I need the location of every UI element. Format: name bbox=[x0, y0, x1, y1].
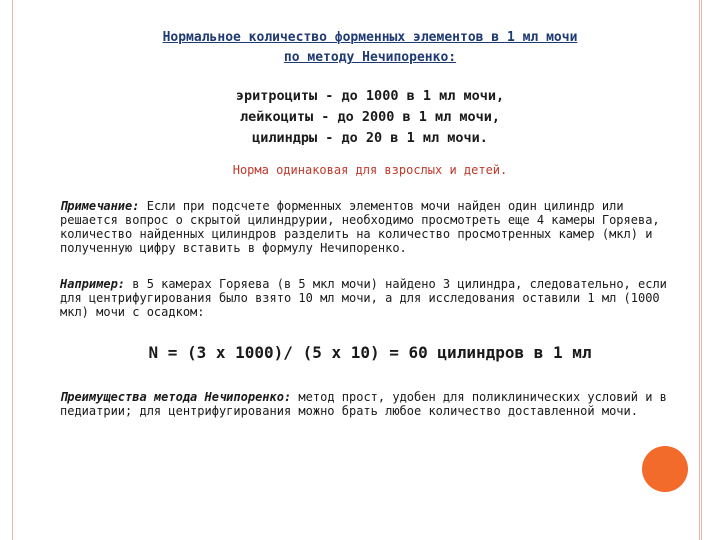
rules-list bbox=[60, 86, 680, 149]
accent-dot bbox=[642, 446, 688, 492]
note-text: Если при подсчете форменных элементов мочи найден один цилиндр или решается вопрос о скрытой цилиндрурии, необходимо просмотреть еще 4 камеры Горяева, количество найденных цилиндров разделить на количество просмотренных камер (мкл) и полученную цифру вставить в формулу Нечипоренко. bbox=[60, 199, 660, 255]
slide-content bbox=[60, 28, 680, 418]
slide-rail bbox=[701, 0, 702, 540]
title bbox=[60, 28, 680, 68]
example-label: Например: bbox=[60, 277, 126, 291]
example-paragraph bbox=[60, 277, 680, 319]
formula: N = (3 x 1000)/ (5 x 10) = 60 цилиндров в 1 мл bbox=[148, 343, 592, 362]
advantages-text: метод прост, удобен для поликлинических условий и в педиатрии; для центрифугирования можно брать любое количество доставленной мочи. bbox=[60, 390, 667, 418]
title-line-2: по методу Нечипоренко: bbox=[283, 50, 457, 65]
advantages-paragraph bbox=[60, 390, 680, 418]
norm-note: Норма одинаковая для взрослых и детей. bbox=[232, 163, 508, 177]
title-line-1: Нормальное количество форменных элементов в 1 мл мочи bbox=[162, 30, 578, 45]
example-text: в 5 камерах Горяева (в 5 мкл мочи) найдено 3 цилиндра, следовательно, если для центрифугирования было взято 10 мл мочи, а для исследования оставили 1 мл (1000 мкл) мочи с осадком: bbox=[60, 277, 667, 319]
note-paragraph bbox=[60, 199, 680, 255]
rule-leukocytes: лейкоциты - до 2000 в 1 мл мочи, bbox=[239, 109, 501, 125]
note-label: Примечание: bbox=[60, 199, 140, 213]
rule-cylinders: цилиндры - до 20 в 1 мл мочи. bbox=[252, 130, 488, 146]
advantages-label: Преимущества метода Нечипоренко: bbox=[60, 390, 292, 404]
rule-erythrocytes: эритроциты - до 1000 в 1 мл мочи, bbox=[235, 88, 505, 104]
